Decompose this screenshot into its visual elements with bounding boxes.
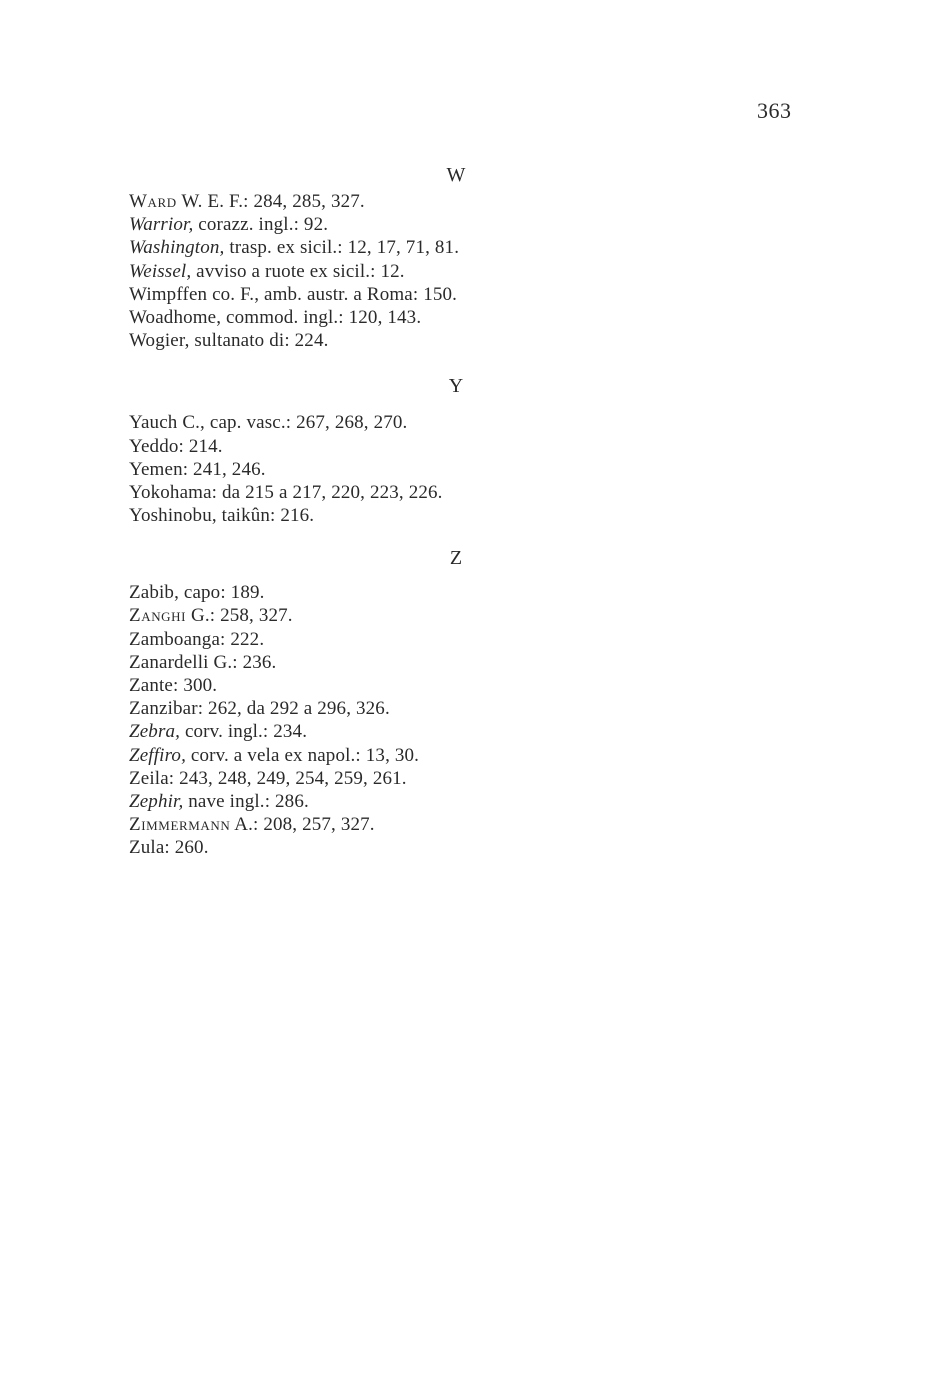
section-heading-w [129, 160, 789, 190]
entry-details: avviso a ruote ex sicil.: 12. [191, 260, 405, 282]
index-entry [129, 744, 789, 767]
entry-name-italic: Warrior, [129, 214, 194, 236]
index-entry [129, 790, 789, 813]
entry-details: corazz. ingl.: 92. [193, 214, 329, 236]
index-entry: Yauch C., cap. vasc.: 267, 268, 270. [129, 412, 408, 434]
index-entry [129, 236, 789, 259]
section-letter-z: Z [449, 547, 463, 570]
section-letter-y: Y [448, 375, 464, 398]
index-entry: Zula: 260. [129, 837, 209, 859]
index-entry: Wimpffen co. F., amb. austr. a Roma: 150. [129, 283, 458, 305]
index-entry [129, 813, 789, 836]
entry-name-italic: Weissel, [129, 260, 192, 282]
section-w-entries [129, 190, 789, 352]
index-entry: Wogier, sultanato di: 224. [129, 330, 329, 352]
index-entry [129, 604, 789, 627]
index-entry: Zante: 300. [129, 675, 218, 696]
entry-name-italic: Washington, [129, 237, 225, 259]
index-entry: Zanardelli G.: 236. [129, 651, 277, 673]
section-letter-w: W [446, 164, 466, 186]
section-heading-z [129, 543, 789, 573]
index-entry: Zabib, capo: 189. [129, 582, 265, 604]
index-entry [129, 260, 789, 283]
entry-name-smallcaps: Zanghi [129, 605, 187, 627]
entry-details: trasp. ex sicil.: 12, 17, 71, 81. [224, 237, 460, 259]
index-entry [129, 213, 789, 236]
entry-details: G.: 258, 327. [186, 605, 293, 627]
entry-details: corv. ingl.: 234. [180, 721, 308, 743]
entry-details: W. E. F.: 284, 285, 327. [176, 191, 365, 212]
entry-details: corv. a vela ex napol.: 13, 30. [185, 744, 420, 766]
index-entry [129, 720, 789, 743]
section-y-entries [129, 411, 789, 527]
index-entry: Yeddo: 214. [129, 435, 223, 457]
index-body [129, 150, 789, 860]
index-entry [129, 190, 789, 213]
entry-name-italic: Zebra, [129, 721, 181, 743]
index-entry: Zanzibar: 262, da 292 a 296, 326. [129, 698, 390, 720]
index-entry: Zeila: 243, 248, 249, 254, 259, 261. [129, 767, 407, 789]
index-entry: Yoshinobu, taikûn: 216. [129, 505, 315, 527]
section-z-entries [129, 581, 789, 859]
page-number: 363 [757, 98, 792, 123]
entry-name-italic: Zephir, [129, 790, 184, 812]
entry-name-smallcaps: Ward [129, 191, 177, 212]
index-entry: Woadhome, commod. ingl.: 120, 143. [129, 306, 422, 328]
index-entry: Yemen: 241, 246. [129, 458, 266, 480]
index-entry: Zamboanga: 222. [129, 628, 265, 650]
entry-name-italic: Zeffiro, [129, 744, 186, 766]
entry-name-smallcaps: Zimmermann [129, 814, 231, 836]
section-heading-y [129, 371, 789, 401]
entry-details: A.: 208, 257, 327. [230, 814, 375, 836]
index-entry: Yokohama: da 215 a 217, 220, 223, 226. [129, 481, 443, 503]
entry-details: nave ingl.: 286. [183, 790, 309, 812]
